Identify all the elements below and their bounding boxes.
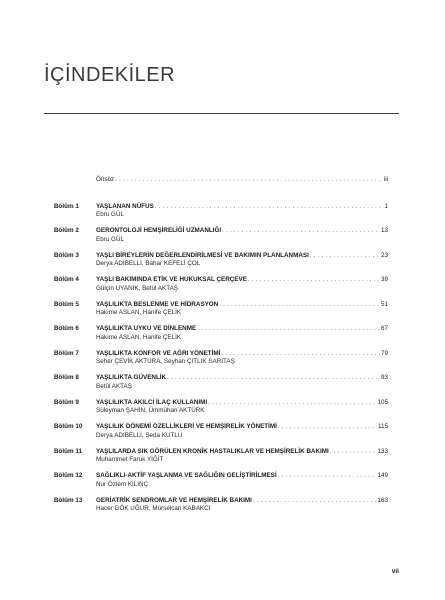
chapter-number: Bölüm 10 (54, 423, 83, 430)
chapter-entry[interactable] (54, 497, 388, 514)
chapter-title: YAŞLI BİREYLERİN DEĞERLENDİRİLMESİ VE BAKIMIN PLANLANMASI (96, 251, 309, 259)
table-of-contents (54, 176, 388, 521)
chapter-authors: Derya ADIBELLİ, Bahar KEFELİ ÇOL (96, 260, 201, 267)
chapter-title: YAŞLILIKTA KONFOR VE AĞRI YÖNETİMİ (96, 349, 221, 357)
chapter-entry[interactable] (54, 350, 388, 367)
chapter-authors: Hakime ASLAN, Hanife ÇELİK (96, 333, 182, 341)
title-line (96, 497, 388, 506)
chapter-page-number: 1 (384, 202, 388, 210)
chapter-authors: Seher ÇEVİK AKTURA, Seyhan ÇITLIK SARITAŞ (96, 358, 235, 365)
chapter-number: Bölüm 2 (54, 227, 79, 234)
dot-leader (155, 203, 384, 212)
title-line (96, 350, 388, 359)
chapter-authors: Nur Özlem KILINÇ (96, 480, 149, 488)
chapter-page-number: 115 (377, 423, 388, 430)
title-line (96, 227, 388, 236)
chapter-number: Bölüm 3 (54, 251, 79, 259)
entry-body (96, 497, 388, 514)
chapter-title: YAŞLILIKTA BESLENME VE HİDRASYON (96, 300, 219, 308)
entry-body (96, 448, 388, 465)
dot-leader (253, 497, 377, 506)
chapter-number: Bölüm 12 (54, 472, 83, 479)
chapter-title: GERİATRİK SENDROMLAR VE HEMŞİRELİK BAKIMI (96, 496, 252, 504)
entry-body (96, 374, 388, 391)
dot-leader (248, 276, 380, 285)
title-line (96, 276, 388, 285)
title-line (96, 399, 388, 408)
chapter-entry[interactable] (54, 325, 388, 342)
chapter-number-spacer (54, 176, 96, 185)
chapter-authors: Ebru GÜL (96, 235, 124, 243)
chapter-page-number: 39 (380, 276, 388, 283)
chapter-title: YAŞLANAN NÜFUS (96, 202, 154, 210)
entry-body (96, 423, 388, 440)
chapter-title: YAŞLILIKTA AKILCI İLAÇ KULLANIMI (96, 398, 208, 406)
chapter-title: YAŞLILARDA SIK GÖRÜLEN KRONİK HASTALIKLAR VE HEMŞİRELİK BAKIMI (96, 447, 329, 455)
entry-body (96, 325, 388, 342)
title-line (96, 374, 388, 383)
title-divider (44, 113, 399, 114)
chapter-entry[interactable] (54, 374, 388, 391)
title-line (96, 301, 388, 310)
chapter-entry[interactable] (54, 252, 388, 269)
preface-entry[interactable] (54, 176, 388, 185)
chapter-number: Bölüm 8 (54, 374, 79, 381)
chapter-entry[interactable] (54, 423, 388, 440)
chapter-page-number: 133 (377, 447, 388, 455)
chapter-title: GERONTOLOJİ HEMŞİRELİĞİ UZMANLIĞI (96, 227, 222, 234)
chapter-page-number: 93 (380, 374, 388, 381)
dot-leader (167, 374, 380, 383)
chapter-number: Bölüm 6 (54, 325, 79, 332)
chapter-number: Bölüm 4 (54, 276, 79, 283)
title-line (96, 176, 388, 185)
chapter-authors: Hakime ASLAN, Hanife ÇELİK (96, 309, 182, 316)
title-line (96, 252, 388, 261)
entry-body (96, 227, 388, 244)
chapter-title: YAŞLILIK DÖNEMİ ÖZELLİKLERİ VE HEMŞİRELİK YÖNETİMİ (96, 423, 277, 430)
entry-body (96, 203, 388, 220)
title-line (96, 472, 388, 481)
title-line (96, 448, 388, 457)
chapter-page-number: 51 (380, 300, 388, 308)
title-line (96, 203, 388, 212)
chapter-page-number: 23 (380, 251, 388, 259)
chapter-page-number: 163 (377, 496, 388, 504)
chapter-number: Bölüm 9 (54, 398, 79, 406)
preface-label: Önsöz (96, 176, 115, 183)
chapter-entry[interactable] (54, 301, 388, 318)
chapter-page-number: 149 (377, 472, 388, 479)
chapter-entry[interactable] (54, 399, 388, 416)
chapter-page-number: 67 (380, 325, 388, 332)
dot-leader (221, 350, 380, 359)
chapter-page-number: 13 (380, 227, 388, 234)
chapter-number: Bölüm 11 (54, 447, 82, 455)
chapter-number: Bölüm 5 (54, 300, 79, 308)
entry-body (96, 350, 388, 367)
chapter-authors: Muhammet Faruk YİĞİT (96, 456, 164, 463)
page-title: İÇİNDEKİLER (44, 64, 176, 86)
chapter-title: YAŞLI BAKIMINDA ETİK VE HUKUKSAL ÇERÇEVE (96, 276, 247, 283)
chapter-entry[interactable] (54, 472, 388, 489)
dot-leader (310, 252, 380, 261)
entry-body (96, 276, 388, 293)
chapter-authors: Hacer GÖK UĞUR, Mürselcan KABAKCI (96, 505, 211, 512)
chapter-number: Bölüm 1 (54, 202, 79, 210)
chapter-authors: Derya ADIBELLİ, Seda KUTLU (96, 431, 183, 439)
chapter-authors: Gülçin UYANIK, Betül AKTAŞ (96, 284, 179, 292)
preface-page-number: iii (383, 176, 388, 183)
chapter-title: YAŞLILIKTA UYKU VE DİNLENME (96, 325, 197, 332)
chapter-authors: Süleyman ŞAHİN, Ümmühan AKTÜRK (96, 407, 205, 414)
chapter-entry[interactable] (54, 203, 388, 220)
chapter-number: Bölüm 13 (54, 496, 83, 504)
entry-body (96, 472, 388, 489)
chapter-entry[interactable] (54, 448, 388, 465)
dot-leader (115, 176, 383, 185)
title-line (96, 423, 388, 432)
dot-leader (278, 423, 377, 432)
footer-page-number: vii (391, 568, 399, 575)
chapter-page-number: 79 (380, 349, 388, 357)
chapter-title: YAŞLILIKTA GÜVENLİK (96, 374, 167, 381)
entry-body (96, 252, 388, 269)
dot-leader (219, 301, 380, 310)
chapter-authors: Ebru GÜL (96, 211, 124, 218)
dot-leader (278, 472, 377, 481)
dot-leader (222, 227, 380, 236)
chapter-entry[interactable] (54, 276, 388, 293)
title-line (96, 325, 388, 334)
chapter-page-number: 105 (377, 398, 388, 406)
chapter-number: Bölüm 7 (54, 349, 79, 357)
chapter-authors: Betül AKTAŞ (96, 382, 132, 390)
entry-body (96, 176, 388, 185)
entry-body (96, 301, 388, 318)
chapter-entry[interactable] (54, 227, 388, 244)
entry-body (96, 399, 388, 416)
dot-leader (197, 325, 380, 334)
chapter-title: SAĞLIKLI-AKTİF YAŞLANMA VE SAĞLIĞIN GELİŞTİRİLMESİ (96, 472, 277, 479)
dot-leader (208, 399, 376, 408)
dot-leader (330, 448, 377, 457)
